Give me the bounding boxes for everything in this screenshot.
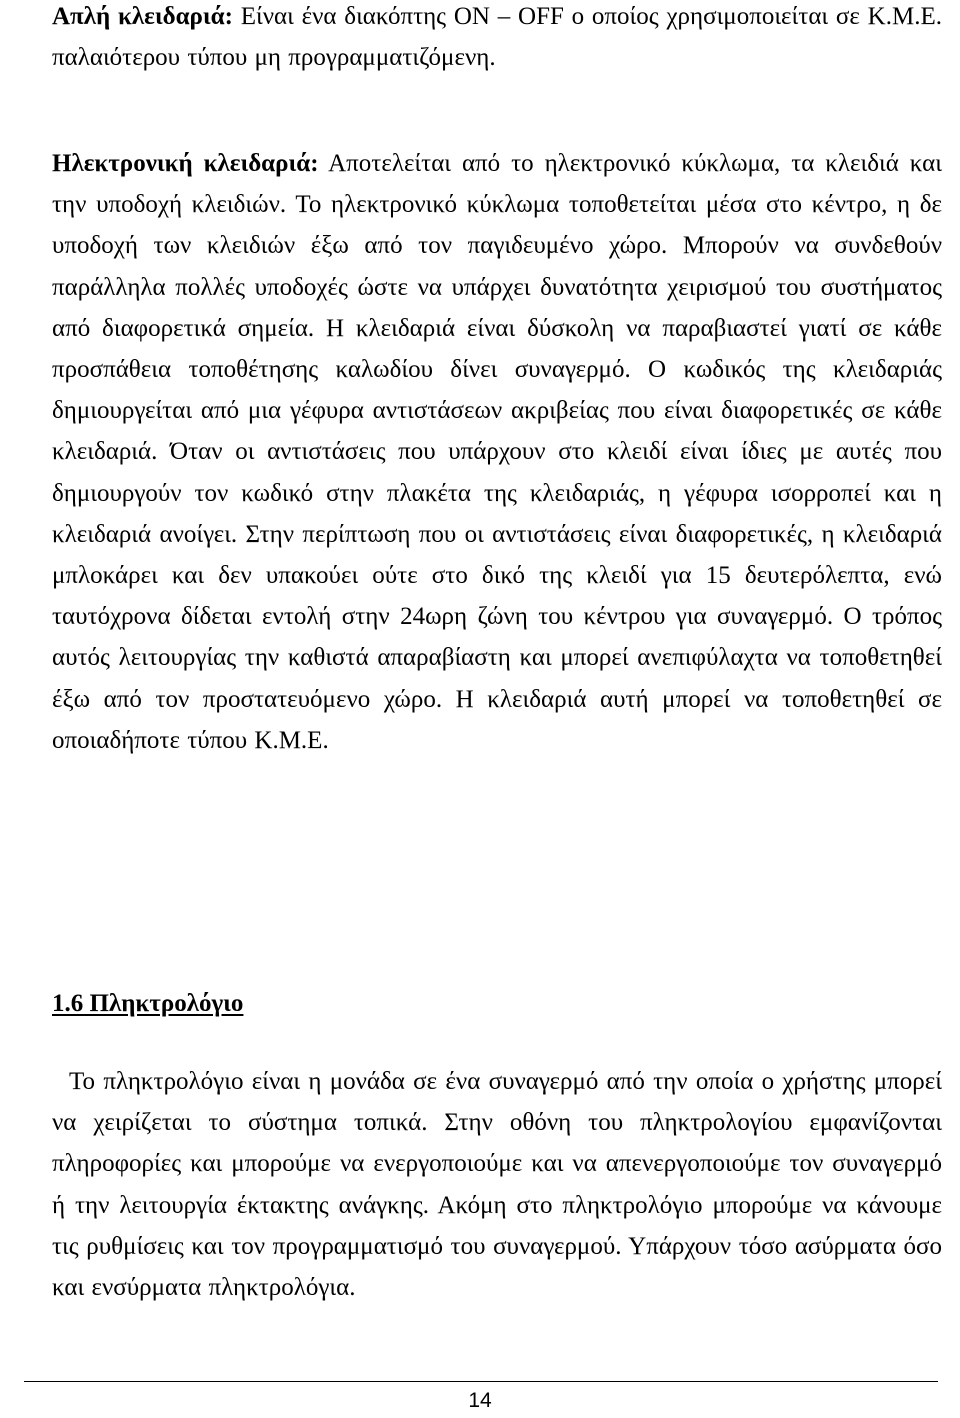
page-number: 14 xyxy=(468,1389,492,1412)
footer-divider xyxy=(24,1381,938,1382)
electronic-lock-description: Αποτελείται από το ηλεκτρονικό κύκλωμα, τα κλειδιά και την υποδοχή κλειδιών. Το ηλεκτρονικό κύκλωμα τοποθετείται μέσα στο κέντρο, η δε υποδοχή των κλειδιών έξω από τον παγιδευμένο χώρο. Μπορούν να συνδεθούν παράλληλα πολλές υποδοχές ώστε να υπάρχει δυνατότητα χειρισμού του συστήματος από διαφορετικά σημεία. Η κλειδαριά είναι δύσκολη να παραβιαστεί γιατί σε κάθε προσπάθεια τοποθέτησης καλωδίου δίνει συναγερμό. Ο κωδικός της κλειδαριάς δημιουργείται από μια γέφυρα αντιστάσεων ακριβείας που είναι διαφορετικές σε κάθε κλειδαριά. Όταν οι αντιστάσεις που υπάρχουν στο κλειδί είναι ίδιες με αυτές που δημιουργούν τον κωδικό στην πλακέτα της κλειδαριάς, η γέφυρα ισορροπεί και η κλειδαριά ανοίγει. Στην περίπτωση που οι αντιστάσεις είναι διαφορετικές, η κλειδαριά μπλοκάρει και δεν υπακούει ούτε στο δικό της κλειδί για 15 δευτερόλεπτα, ενώ ταυτόχρονα δίδεται εντολή στην 24ωρη ζώνη του κέντρου για συναγερμό. Ο τρόπος αυτός λειτουργίας την καθιστά απαραβίαστη και μπορεί ανεπιφύλαχτα να τοποθετηθεί έξω από τον προστατευόμενο χώρο. Η κλειδαριά αυτή μπορεί να τοποθετηθεί σε οποιαδήποτε τύπου Κ.Μ.Ε. xyxy=(52,150,942,754)
simple-lock-description: Είναι ένα διακόπτης ON – OFF ο οποίος χρησιμοποιείται σε Κ.Μ.Ε. παλαιότερου τύπου μη προγραμματιζόμενη. xyxy=(52,3,942,72)
term-simple-lock: Απλή κλειδαριά: xyxy=(52,3,233,30)
paragraph-electronic-lock xyxy=(52,143,942,761)
section-heading: 1.6 Πληκτρολόγιο xyxy=(52,990,244,1017)
paragraph-simple-lock xyxy=(52,0,942,78)
paragraph-keyboard: Το πληκτρολόγιο είναι η μονάδα σε ένα συναγερμό από την οποία ο χρήστης μπορεί να χειρίζεται το σύστημα τοπικά. Στην οθόνη του πληκτρολογίου εμφανίζονται πληροφορίες και μπορούμε να ενεργοποιούμε και να απενεργοποιούμε τον συναγερμό ή την λειτουργία έκτακτης ανάγκης. Ακόμη στο πληκτρολόγιο μπορούμε να κάνουμε τις ρυθμίσεις και τον προγραμματισμό του συναγερμού. Υπάρχουν τόσο ασύρματα όσο και ενσύρματα πληκτρολόγια. xyxy=(52,1068,942,1302)
term-electronic-lock: Ηλεκτρονική κλειδαριά: xyxy=(52,150,319,177)
document-page xyxy=(52,0,942,1418)
